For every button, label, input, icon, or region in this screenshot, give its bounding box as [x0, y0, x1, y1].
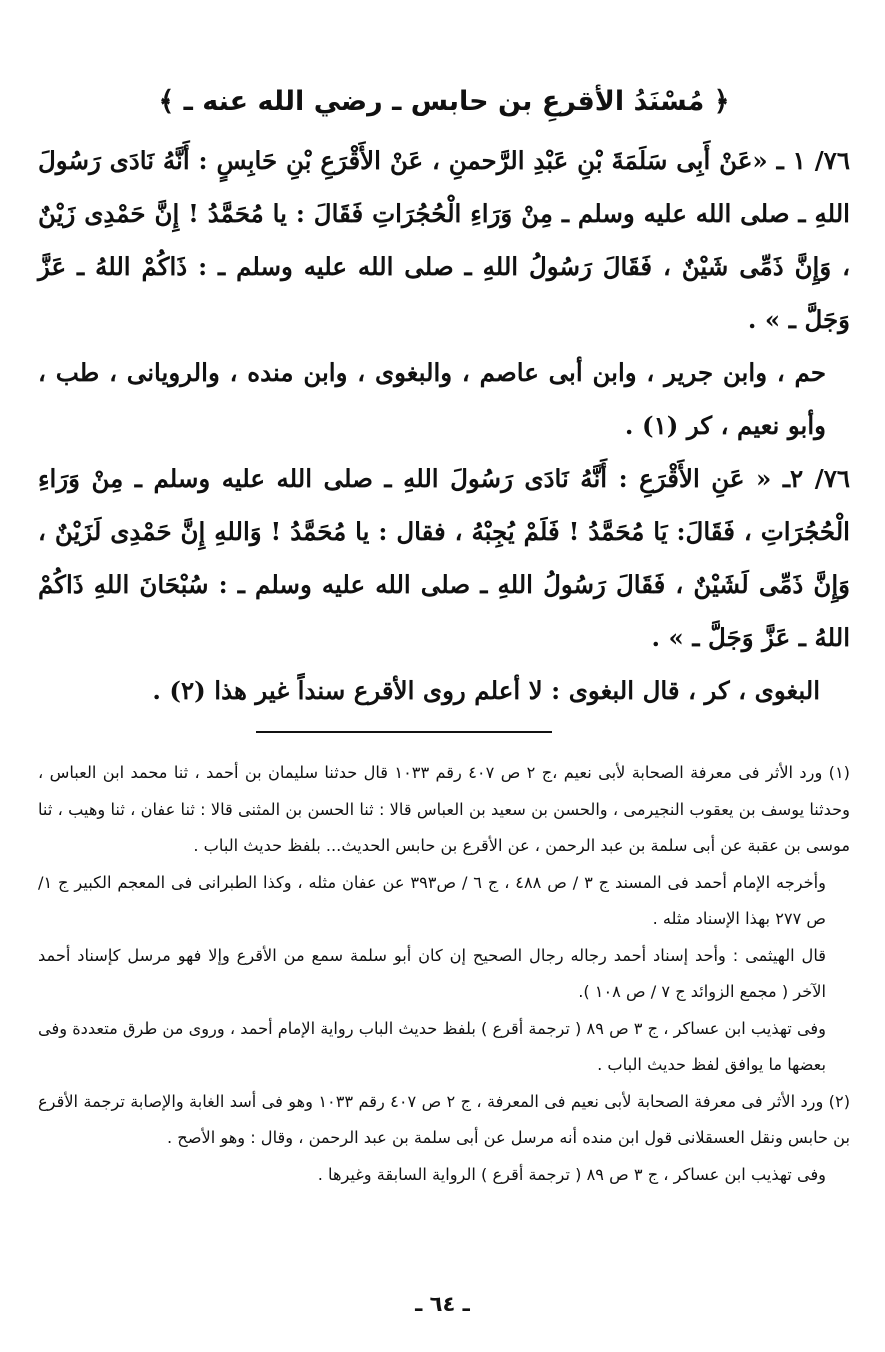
page-body: [38, 78, 850, 1193]
hadith-2-text: ٧٦/ ٢ـ « عَنِ الأَقْرَعِ : أَنَّهُ نَادَى رَسُولَ اللهِ ـ صلى الله عليه وسلم ـ مِنْ وَرَاءِ الْحُجُرَاتِ ، فَقَالَ: يَا مُحَمَّدُ ! فَلَمْ يُجِبْهُ ، فقال : يا مُحَمَّدُ ! وَاللهِ إِنَّ حَمْدِى لَزَيْنٌ ، وَإِنَّ ذَمِّى لَشَيْنٌ ، فَقَالَ رَسُولُ اللهِ ـ صلى الله عليه وسلم ـ : سُبْحَانَ اللهِ ذَاكُمْ اللهُ ـ عَزَّ وَجَلَّ ـ » .: [38, 464, 851, 652]
footnote-1-cont-asakir: وفى تهذيب ابن عساكر ، ج ٣ ص ٨٩ ( ترجمة أقرع ) بلفظ حديث الباب رواية الإمام أحمد ، وروى من طرق متعددة وفى بعضها ما يوافق لفظ حديث الباب .: [38, 1018, 826, 1074]
section-heading: ﴿ مُسْنَدُ الأقرعِ بن حابس ـ رضي الله عنه ـ ﴾: [158, 86, 730, 117]
footnote-2-cont-asakir: وفى تهذيب ابن عساكر ، ج ٣ ص ٨٩ ( ترجمة أقرع ) الرواية السابقة وغيرها .: [317, 1164, 826, 1184]
page-number: ـ ٦٤ ـ: [415, 1292, 470, 1316]
footnote-1-cont-ahmad: وأخرجه الإمام أحمد فى المسند ج ٣ / ص ٤٨٨ ، ج ٦ / ص٣٩٣ عن عفان مثله ، وكذا الطبرانى فى المعجم الكبير ج ١/ ص ٢٧٧ بهذا الإسناد مثله .: [38, 872, 826, 928]
hadith-1-text: ٧٦/ ١ ـ «عَنْ أَبِى سَلَمَةَ بْنِ عَبْدِ الرَّحمنِ ، عَنْ الأَقْرَعِ بْنِ حَابِسٍ : أَنَّهُ نَادَى رَسُولَ اللهِ ـ صلى الله عليه وسلم ـ مِنْ وَرَاءِ الْحُجُرَاتِ فَقَالَ : يا مُحَمَّدُ ! إِنَّ حَمْدِى زَيْنٌ ، وَإِنَّ ذَمِّى شَيْنٌ ، فَقَالَ رَسُولُ اللهِ ـ صلى الله عليه وسلم ـ : ذَاكُمْ اللهُ ـ عَزَّ وَجَلَّ ـ » .: [38, 146, 850, 334]
footnote-1-cont-haythami: قال الهيثمى : وأحد إسناد أحمد رجاله رجال الصحيح إن كان أبو سلمة سمع من الأقرع وإلا فهو مرسل كإسناد أحمد الآخر ( مجمع الزوائد ج ٧ / ص ١٠٨ ).: [38, 945, 826, 1001]
footnotes: [38, 755, 850, 1193]
main-text: [38, 134, 850, 717]
footnote-1: (١) ورد الأثر فى معرفة الصحابة لأبى نعيم ،ج ٢ ص ٤٠٧ رقم ١٠٣٣ قال حدثنا سليمان بن أحمد ، ثنا محمد ابن العباس ، وحدثنا يوسف بن يعقوب النجيرمى ، والحسن بن سعيد بن العباس قالا : ثنا الحسن بن المثنى قالا : ثنا عفان ، ثنا وهيب ، ثنا موسى بن عقبة عن أبى سلمة بن عبد الرحمن ، عن الأقرع بن حابس الحديث... بلفظ حديث الباب .: [38, 763, 850, 855]
hadith-2-sources: البغوى ، كر ، قال البغوى : لا أعلم روى الأقرع سنداً غير هذا (٢) .: [152, 676, 820, 705]
hadith-1-sources: حم ، وابن جرير ، وابن أبى عاصم ، والبغوى ، وابن منده ، والرويانى ، طب ، وأبو نعيم ، كر (١) .: [38, 358, 826, 440]
footnote-separator: [38, 731, 850, 749]
separator-line: [256, 731, 552, 733]
footnote-2: (٢) ورد الأثر فى معرفة الصحابة لأبى نعيم فى المعرفة ، ج ٢ ص ٤٠٧ رقم ١٠٣٣ وهو فى أسد الغابة والإصابة ترجمة الأقرع بن حابس ونقل العسقلانى قول ابن منده أنه مرسل عن أبى سلمة بن عبد الرحمن ، وقال : وهو الأصح .: [38, 1091, 851, 1147]
